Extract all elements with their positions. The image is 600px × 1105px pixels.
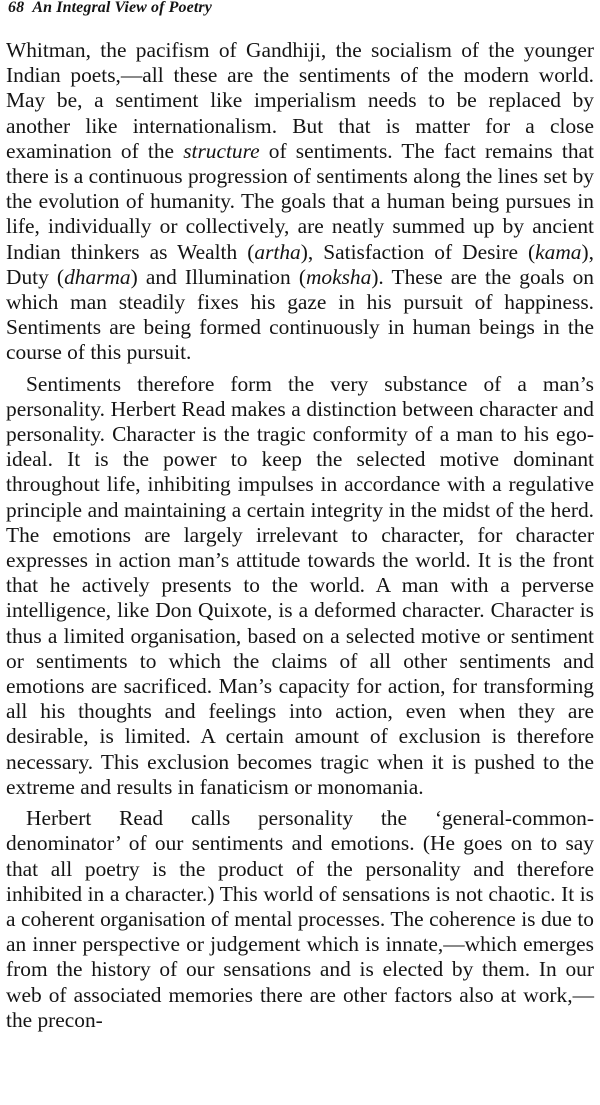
text-segment: ) and Illumination (	[130, 264, 306, 289]
paragraph-1	[6, 38, 594, 366]
text-segment: of sentiments. The fact remains that there is a continuous progression of sentiments along the lines set by the evolution of humanity. The goals that a human being pursues in life, individually or collectively, are neatly summed up by ancient Indian thinkers as Wealth (	[6, 138, 594, 264]
body-text	[6, 38, 594, 1033]
page-number: 68	[8, 0, 25, 16]
italic-term-dharma: dharma	[64, 264, 131, 289]
italic-term-moksha: moksha	[305, 264, 372, 289]
paragraph-2	[6, 372, 594, 800]
text-segment: Whitman, the pacifism of Gandhiji, the socialism of the younger Indian poets,—all these are the sentiments of the modern world. May be, a sentiment like imperialism needs to be replaced by another like internationalism. But that is matter for a close examination of the	[6, 38, 594, 163]
text-segment: ), Duty (	[6, 239, 594, 289]
text-segment: Sentiments therefore form the very substance of a man’s personality. Herbert Read makes a distinction between character and personality. Character is the tragic conformity of a man to his ego-ideal. It is the power to keep the selected motive dominant throughout life, inhibiting impulses in accordance with a regulative principle and maintaining a certain integrity in the midst of the herd. The emotions are largely irrelevant to character, for character expresses in action man’s attitude towards the world. It is the front that he actively presents to the world. A man with a perverse intelligence, like Don Quixote, is a deformed character. Character is thus a limited organisation, based on a selected motive or sentiment or sentiments to which the claims of all other sentiments and emotions are sacrificed. Man’s capacity for action, for transforming all his thoughts and feelings into action, even when they are desirable, is limited. A certain amount of exclusion is therefore necessary. This exclusion becomes tragic when it is pushed to the extreme and results in fanaticism or monomania.	[6, 371, 594, 799]
text-segment: ). These are the goals on which man steadily fixes his gaze in his pursuit of happiness. Sentiments are being formed continuously in human beings in the course of this pursuit.	[6, 264, 594, 365]
running-header	[8, 0, 212, 17]
book-title: An Integral View of Poetry	[32, 0, 212, 16]
paragraph-3	[6, 806, 594, 1033]
italic-term-structure: structure	[183, 138, 260, 163]
italic-term-artha: artha	[254, 239, 301, 264]
italic-term-kama: kama	[535, 239, 582, 264]
text-segment: Herbert Read calls personality the ‘general-common-denominator’ of our sentiments and emotions. (He goes on to say that all poetry is the product of the personality and therefore inhibited in a character.) This world of sensations is not chaotic. It is a coherent organisation of mental processes. The coherence is due to an inner perspective or judgement which is innate,—which emerges from the history of our sensations and is elected by them. In our web of associated memories there are other factors also at work,—the precon-	[6, 806, 594, 1032]
text-segment: ), Satisfaction of Desire (	[300, 239, 536, 264]
